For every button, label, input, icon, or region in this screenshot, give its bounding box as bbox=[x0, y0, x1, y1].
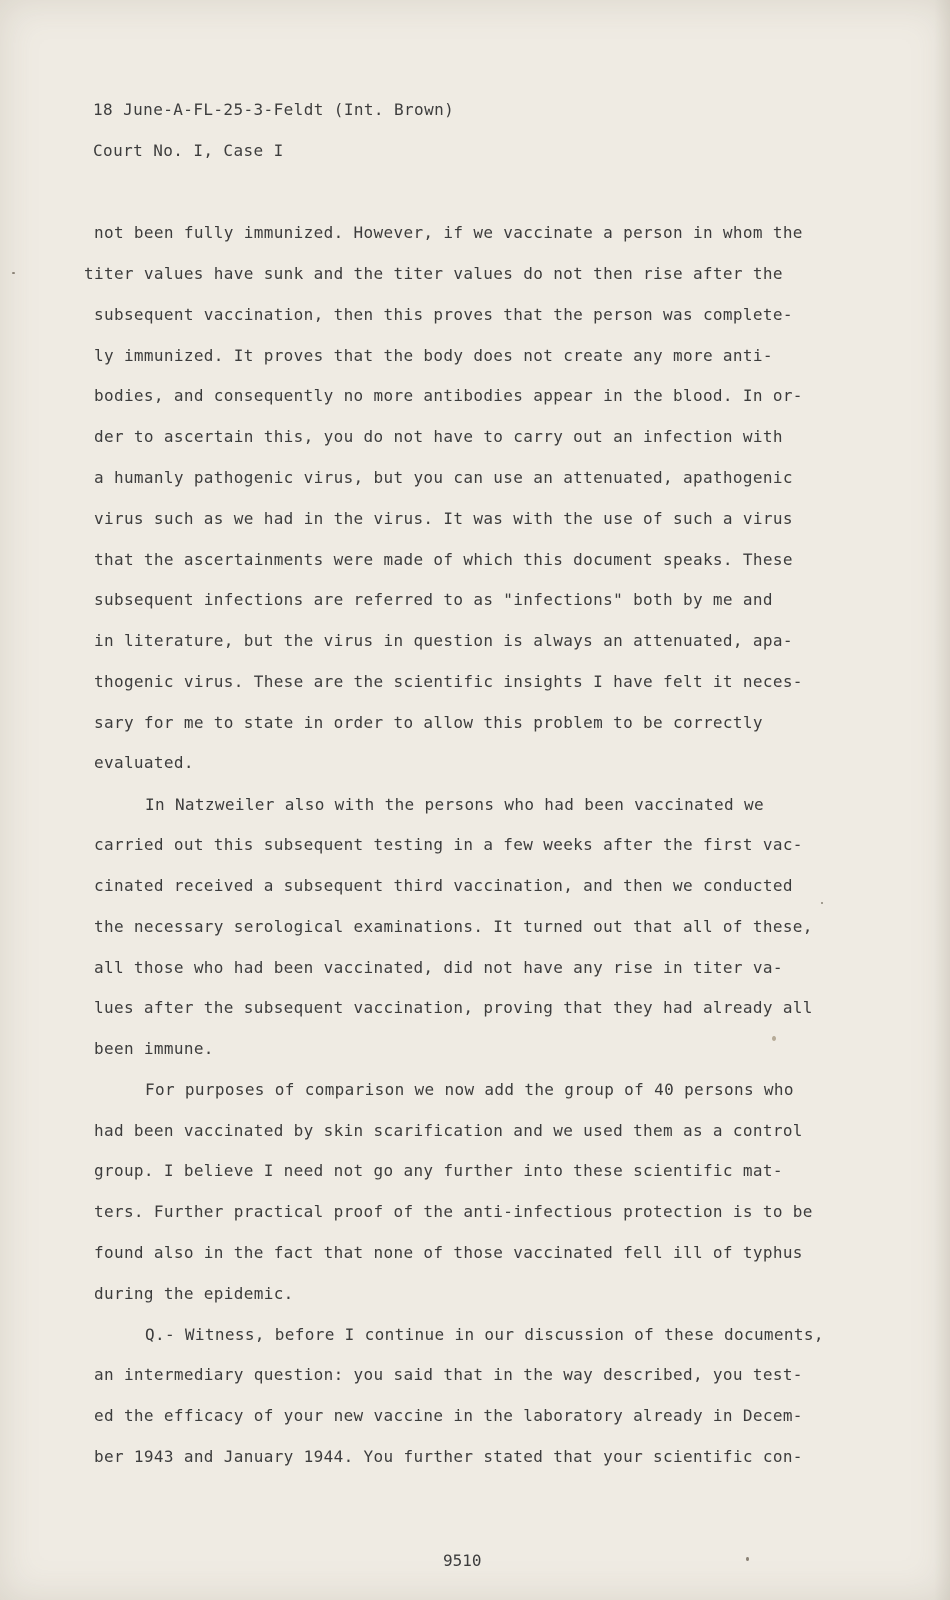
text-line: virus such as we had in the virus. It was with the use of such a virus bbox=[94, 509, 793, 528]
page-edge-shadow bbox=[934, 0, 950, 1600]
text-line: ed the efficacy of your new vaccine in the laboratory already in Decem- bbox=[94, 1406, 803, 1425]
document-reference: 18 June-A-FL-25-3-Feldt (Int. Brown) bbox=[93, 100, 455, 119]
text-line: evaluated. bbox=[94, 753, 194, 772]
paper-speck bbox=[772, 1036, 776, 1041]
text-line: sary for me to state in order to allow this problem to be correctly bbox=[94, 713, 763, 732]
text-line: cinated received a subsequent third vaccination, and then we conducted bbox=[94, 876, 793, 895]
paper-speck bbox=[821, 902, 823, 904]
text-line: in literature, but the virus in question is always an attenuated, apa- bbox=[94, 631, 793, 650]
text-line: during the epidemic. bbox=[94, 1284, 294, 1303]
paper-speck bbox=[12, 272, 15, 274]
text-line: all those who had been vaccinated, did not have any rise in titer va- bbox=[94, 958, 783, 977]
text-line: lues after the subsequent vaccination, proving that they had already all bbox=[94, 998, 813, 1017]
text-line: the necessary serological examinations. It turned out that all of these, bbox=[94, 917, 813, 936]
text-line: ber 1943 and January 1944. You further stated that your scientific con- bbox=[94, 1447, 803, 1466]
text-line: carried out this subsequent testing in a few weeks after the first vac- bbox=[94, 835, 803, 854]
paragraph-start-line: For purposes of comparison we now add the group of 40 persons who bbox=[145, 1080, 794, 1099]
text-line: der to ascertain this, you do not have to carry out an infection with bbox=[94, 427, 783, 446]
text-line: that the ascertainments were made of which this document speaks. These bbox=[94, 550, 793, 569]
text-line: subsequent vaccination, then this proves that the person was complete- bbox=[94, 305, 793, 324]
text-line: found also in the fact that none of those vaccinated fell ill of typhus bbox=[94, 1243, 803, 1262]
paper-speck bbox=[746, 1557, 749, 1561]
text-line: been immune. bbox=[94, 1039, 214, 1058]
text-line: thogenic virus. These are the scientific insights I have felt it neces- bbox=[94, 672, 803, 691]
text-line: ters. Further practical proof of the anti-infectious protection is to be bbox=[94, 1202, 813, 1221]
text-line: an intermediary question: you said that in the way described, you test- bbox=[94, 1365, 803, 1384]
text-line: group. I believe I need not go any further into these scientific mat- bbox=[94, 1161, 783, 1180]
court-case-line: Court No. I, Case I bbox=[93, 141, 284, 160]
text-line: bodies, and consequently no more antibodies appear in the blood. In or- bbox=[94, 386, 803, 405]
question-line: Q.- Witness, before I continue in our discussion of these documents, bbox=[145, 1325, 824, 1344]
text-line: had been vaccinated by skin scarification and we used them as a control bbox=[94, 1121, 803, 1140]
text-line: subsequent infections are referred to as "infections" both by me and bbox=[94, 590, 773, 609]
text-line: titer values have sunk and the titer values do not then rise after the bbox=[84, 264, 783, 283]
text-line: ly immunized. It proves that the body does not create any more anti- bbox=[94, 346, 773, 365]
paragraph-start-line: In Natzweiler also with the persons who had been vaccinated we bbox=[145, 795, 764, 814]
text-line: not been fully immunized. However, if we vaccinate a person in whom the bbox=[94, 223, 803, 242]
text-line: a humanly pathogenic virus, but you can use an attenuated, apathogenic bbox=[94, 468, 793, 487]
page-number: 9510 bbox=[443, 1551, 482, 1570]
